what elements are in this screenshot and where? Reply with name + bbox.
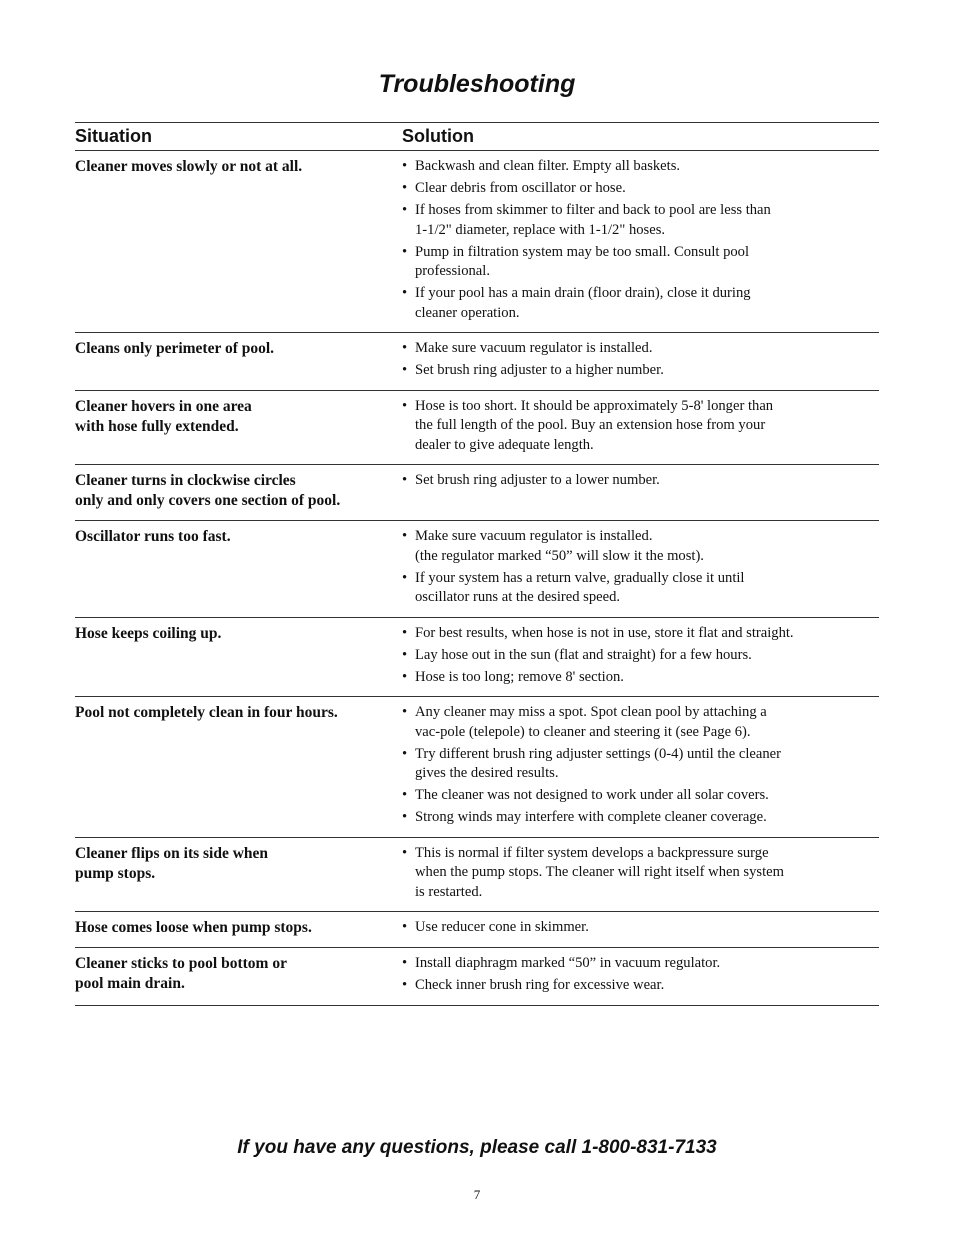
solution-item — [402, 527, 879, 566]
situation-cell: Cleaner turns in clockwise circles only and only covers one section of pool. — [75, 472, 341, 509]
bullet-icon: • — [402, 528, 408, 544]
solution-text: If your pool has a main drain (floor drain), close it during cleaner operation. — [415, 285, 751, 321]
solution-text: Backwash and clean filter. Empty all baskets. — [415, 158, 681, 174]
solution-list — [402, 624, 879, 688]
solution-list — [402, 339, 879, 381]
troubleshooting-table — [75, 122, 879, 1006]
bullet-icon: • — [402, 745, 408, 762]
solution-text: Make sure vacuum regulator is installed. (the regulator marked “50” will slow it the most). — [415, 528, 704, 564]
solution-text: For best results, when hose is not in use, store it flat and straight. — [415, 624, 794, 641]
solution-text: Try different brush ring adjuster settings (0-4) until the cleaner gives the desired results. — [415, 745, 781, 781]
bullet-icon: • — [402, 844, 408, 861]
solution-text: Make sure vacuum regulator is installed. — [415, 340, 653, 356]
bullet-icon: • — [402, 243, 408, 260]
support-phone-note: If you have any questions, please call 1-800-831-7133 — [237, 1137, 717, 1158]
bullet-icon: • — [402, 646, 408, 663]
situation-cell: Hose comes loose when pump stops. — [75, 919, 312, 936]
solution-text: This is normal if filter system develops a backpressure surge when the pump stops. The cleaner will right itself when system is restarted. — [415, 844, 784, 900]
solution-list — [402, 954, 879, 996]
solution-item — [402, 703, 879, 742]
solution-item — [402, 569, 879, 608]
solution-item — [402, 397, 879, 456]
bullet-icon: • — [402, 668, 408, 685]
bullet-icon: • — [402, 569, 408, 586]
bullet-icon: • — [402, 977, 408, 993]
solution-list — [402, 157, 879, 323]
table-row — [75, 521, 879, 618]
bullet-icon: • — [402, 202, 408, 218]
solution-item — [402, 243, 879, 282]
solution-item — [402, 844, 879, 903]
table-row — [75, 838, 879, 913]
situation-cell: Hose keeps coiling up. — [75, 624, 222, 642]
bullet-icon: • — [402, 285, 408, 301]
bullet-icon: • — [402, 340, 408, 356]
solution-text: If your system has a return valve, gradually close it until oscillator runs at the desired speed. — [415, 569, 745, 605]
solution-text: Lay hose out in the sun (flat and straight) for a few hours. — [415, 646, 752, 663]
solution-text: Set brush ring adjuster to a lower number. — [415, 472, 660, 488]
solution-text: The cleaner was not designed to work under all solar covers. — [415, 787, 769, 803]
table-row — [75, 333, 879, 391]
solution-list — [402, 527, 879, 608]
solution-item — [402, 157, 879, 177]
solution-list — [402, 918, 879, 938]
situation-cell: Cleaner hovers in one area with hose fully extended. — [75, 397, 252, 435]
solution-item — [402, 976, 879, 996]
situation-cell: Oscillator runs too fast. — [75, 528, 231, 545]
solution-text: Check inner brush ring for excessive wear. — [415, 977, 665, 993]
bullet-icon: • — [402, 472, 408, 488]
situation-cell: Cleaner flips on its side when pump stops. — [75, 844, 269, 882]
bullet-icon: • — [402, 787, 408, 803]
solution-item — [402, 786, 879, 806]
situation-header: Situation — [75, 126, 152, 146]
bullet-icon: • — [402, 158, 408, 174]
table-body — [75, 151, 879, 1006]
solution-list — [402, 471, 879, 511]
solution-item — [402, 471, 879, 491]
bullet-icon: • — [402, 624, 408, 641]
solution-item — [402, 954, 879, 974]
table-header — [75, 123, 879, 151]
solution-text: Clear debris from oscillator or hose. — [415, 180, 626, 196]
table-row — [75, 465, 879, 521]
table-row — [75, 912, 879, 948]
bullet-icon: • — [402, 955, 408, 971]
page-title: Troubleshooting — [378, 70, 576, 98]
solution-header: Solution — [402, 126, 474, 146]
table-row — [75, 391, 879, 466]
situation-cell: Cleaner sticks to pool bottom or pool main drain. — [75, 955, 287, 992]
solution-text: Any cleaner may miss a spot. Spot clean pool by attaching a vac-pole (telepole) to cleaner and steering it (see Page 6). — [415, 704, 767, 740]
solution-item — [402, 284, 879, 323]
solution-text: If hoses from skimmer to filter and back to pool are less than 1-1/2" diameter, replace with 1-1/2" hoses. — [415, 202, 771, 238]
solution-item — [402, 201, 879, 240]
solution-list — [402, 844, 879, 903]
solution-item — [402, 179, 879, 199]
bullet-icon: • — [402, 180, 408, 196]
solution-text: Use reducer cone in skimmer. — [415, 919, 589, 935]
solution-text: Hose is too short. It should be approximately 5-8' longer than the full length of the pool. Buy an extension hose from your dealer to give adequate length. — [415, 397, 774, 453]
table-row — [75, 697, 879, 838]
solution-text: Hose is too long; remove 8' section. — [415, 668, 624, 685]
solution-text: Install diaphragm marked “50” in vacuum regulator. — [415, 955, 721, 971]
solution-item — [402, 339, 879, 359]
situation-cell: Pool not completely clean in four hours. — [75, 704, 338, 721]
solution-item — [402, 745, 879, 784]
solution-item — [402, 808, 879, 828]
solution-list — [402, 703, 879, 828]
solution-item — [402, 646, 879, 666]
table-row — [75, 618, 879, 698]
solution-list — [402, 397, 879, 456]
bullet-icon: • — [402, 704, 408, 720]
situation-cell: Cleans only perimeter of pool. — [75, 340, 275, 357]
bullet-icon: • — [402, 809, 408, 825]
solution-item — [402, 624, 879, 644]
table-row — [75, 151, 879, 333]
solution-item — [402, 668, 879, 688]
solution-text: Strong winds may interfere with complete cleaner coverage. — [415, 809, 767, 825]
solution-text: Pump in filtration system may be too small. Consult pool professional. — [415, 243, 750, 279]
page-number: 7 — [473, 1187, 481, 1202]
solution-item — [402, 361, 879, 381]
bullet-icon: • — [402, 919, 408, 935]
situation-cell: Cleaner moves slowly or not at all. — [75, 158, 303, 175]
table-row — [75, 948, 879, 1006]
solution-item — [402, 918, 879, 938]
bullet-icon: • — [402, 362, 408, 378]
solution-text: Set brush ring adjuster to a higher number. — [415, 362, 664, 378]
bullet-icon: • — [402, 397, 408, 414]
